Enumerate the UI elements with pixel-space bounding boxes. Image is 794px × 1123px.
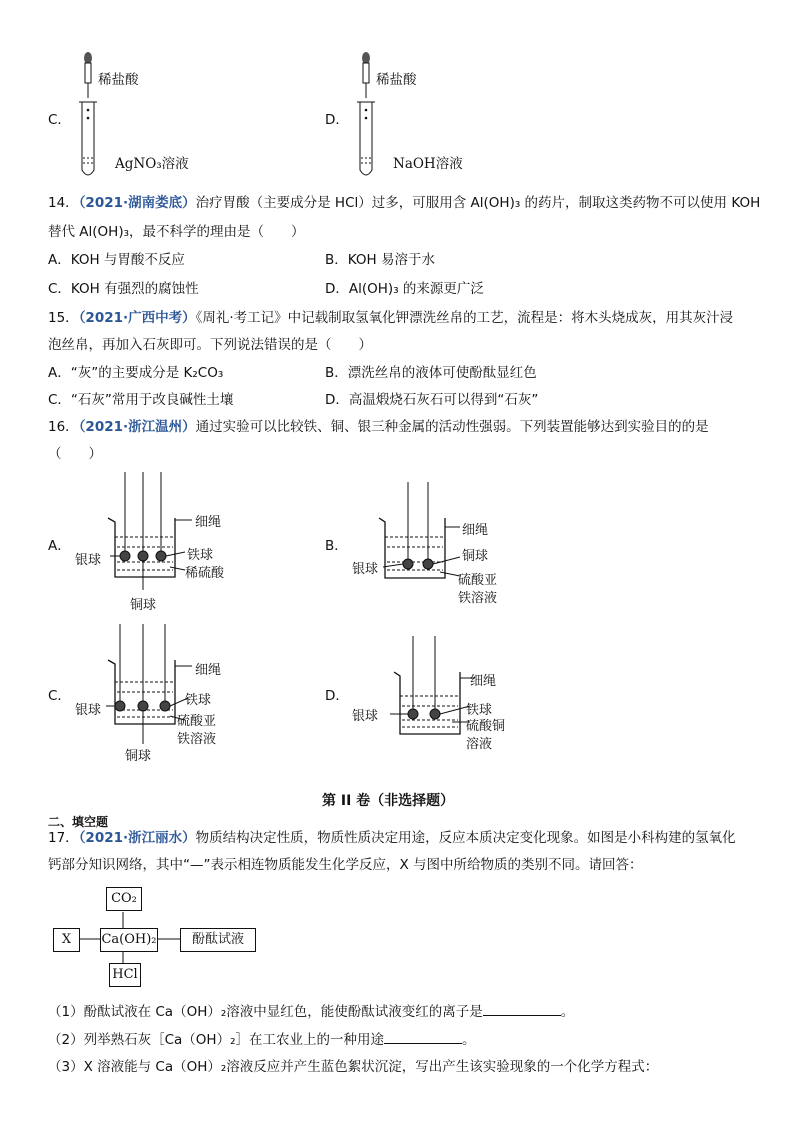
q17-number: 17． [48, 830, 79, 846]
q14-source: （2021·湖南娄底） [78, 195, 196, 211]
q16-d-left-label: 银球 [352, 709, 379, 724]
q16-c-right-label-2: 硫酸亚 [177, 714, 217, 729]
q14-option-a: A．KOH 与胃酸不反应 [48, 252, 185, 268]
q16-c-right-label-1: 铁球 [185, 693, 212, 708]
q16-d-letter: D． [325, 688, 349, 704]
q17-stem1: 物质结构决定性质，物质性质决定用途，反应本质决定变化现象。如图是小科构建的氢氧化 [195, 830, 736, 846]
q17-sub1-end: 。 [560, 1004, 575, 1020]
q15-stem-line2: 泡丝帛，再加入石灰即可。下列说法错误的是（ ） [48, 337, 372, 353]
q17-answer-blank-1[interactable] [483, 1001, 561, 1016]
q16-a-letter: A． [48, 538, 71, 554]
q16-c-left-label: 银球 [75, 703, 102, 718]
q17-stem-line2: 钙部分知识网络，其中“—”表示相连物质能发生化学反应，X 与图中所给物质的类别不同。请回答： [48, 857, 643, 873]
q13-d-solution-label: NaOH溶液 [393, 156, 463, 172]
q15-option-d: D．高温煅烧石灰石可以得到“石灰” [325, 392, 539, 408]
q16-source: （2021·浙江温州） [78, 419, 196, 435]
q16-b-letter: B． [325, 538, 348, 554]
q16-stem1: 通过实验可以比较铁、铜、银三种金属的活动性强弱。下列装置能够达到实验目的的是 [195, 419, 709, 435]
diagram-node-x: X [53, 928, 80, 952]
q15-stem1: 《周礼·考工记》中记载制取氢氧化钾漂洗丝帛的工艺，流程是：将木头烧成灰，用其灰汁浸 [195, 310, 734, 326]
q17-sub-question-2 [48, 1029, 475, 1050]
q16-d-rope-label: 细绳 [470, 674, 497, 689]
diagram-node-hcl: HCl [109, 963, 141, 987]
diagram-node-caoh2: Ca(OH)₂ [100, 928, 158, 952]
q17-sub-question-1 [48, 1001, 574, 1022]
q17-answer-blank-2[interactable] [384, 1029, 462, 1044]
q16-a-bottom-label: 铜球 [130, 598, 157, 613]
q16-c-right-label-3: 铁溶液 [177, 732, 217, 747]
q14-option-d: D．Al(OH)₃ 的来源更广泛 [325, 281, 484, 297]
q17-sub2-end: 。 [461, 1032, 476, 1048]
q16-c-rope-label: 细绳 [195, 663, 222, 678]
q16-b-right-label-1: 铜球 [462, 549, 489, 564]
q15-stem-line1 [48, 308, 733, 328]
q14-option-b: B．KOH 易溶于水 [325, 252, 435, 268]
q14-stem-line2: 替代 Al(OH)₃，最不科学的理由是（ ） [48, 224, 305, 240]
q15-option-c: C．“石灰”常用于改良碱性土壤 [48, 392, 234, 408]
part-two-title: 第 II 卷（非选择题） [322, 793, 455, 809]
diagram-node-phenolphthalein: 酚酞试液 [180, 928, 256, 952]
q14-stem-line1 [48, 193, 760, 213]
q16-a-rope-label: 细绳 [195, 515, 222, 530]
q16-c-letter: C． [48, 688, 71, 704]
q16-d-right-label-2: 硫酸铜 [466, 719, 506, 734]
q17-source: （2021·浙江丽水） [78, 830, 196, 846]
diagram-node-co2: CO₂ [106, 887, 142, 911]
q17-sub1-text: （1）酚酞试液在 Ca（OH）₂溶液中显红色，能使酚酞试液变红的离子是 [48, 1004, 483, 1020]
q14-stem1: 治疗胃酸（主要成分是 HCl）过多，可服用含 Al(OH)₃ 的药片，制取这类药物不可以使用 KOH [195, 195, 761, 211]
q17-sub2-text: （2）列举熟石灰［Ca（OH）₂］在工农业上的一种用途 [48, 1032, 384, 1048]
q16-stem-line2: （ ） [48, 446, 102, 462]
q16-b-left-label: 银球 [352, 562, 379, 577]
q14-option-c: C．KOH 有强烈的腐蚀性 [48, 281, 199, 297]
beaker-figure-b [375, 482, 465, 582]
q13-c-solution-label: AgNO₃溶液 [115, 156, 189, 172]
q16-b-right-label-3: 铁溶液 [458, 591, 498, 606]
q13-c-dropper-label: 稀盐酸 [98, 72, 139, 88]
q16-c-bottom-label: 铜球 [125, 749, 152, 764]
q16-number: 16． [48, 419, 79, 435]
q16-a-right-label-1: 铁球 [187, 548, 214, 563]
section-fill-in-title: 二、填空题 [48, 815, 109, 829]
q15-number: 15． [48, 310, 79, 326]
q16-d-right-label-1: 铁球 [466, 703, 493, 718]
q16-b-rope-label: 细绳 [462, 523, 489, 538]
q14-number: 14． [48, 195, 79, 211]
q16-a-right-label-2: 稀硫酸 [185, 566, 225, 581]
q13-d-letter: D． [325, 112, 349, 128]
q15-option-a: A．“灰”的主要成分是 K₂CO₃ [48, 365, 224, 381]
q16-b-right-label-2: 硫酸亚 [458, 573, 498, 588]
q13-c-letter: C． [48, 112, 71, 128]
q17-stem-line1 [48, 828, 736, 848]
q16-a-left-label: 银球 [75, 553, 102, 568]
q17-sub-question-3: （3）X 溶液能与 Ca（OH）₂溶液反应并产生蓝色絮状沉淀，写出产生该实验现象的一个化学方程式： [48, 1059, 659, 1075]
q15-source: （2021·广西中考） [78, 310, 196, 326]
q13-d-dropper-label: 稀盐酸 [376, 72, 417, 88]
q16-stem-line1 [48, 417, 709, 437]
q15-option-b: B．漂洗丝帛的液体可使酚酞显红色 [325, 365, 537, 381]
q16-d-right-label-3: 溶液 [466, 737, 493, 752]
